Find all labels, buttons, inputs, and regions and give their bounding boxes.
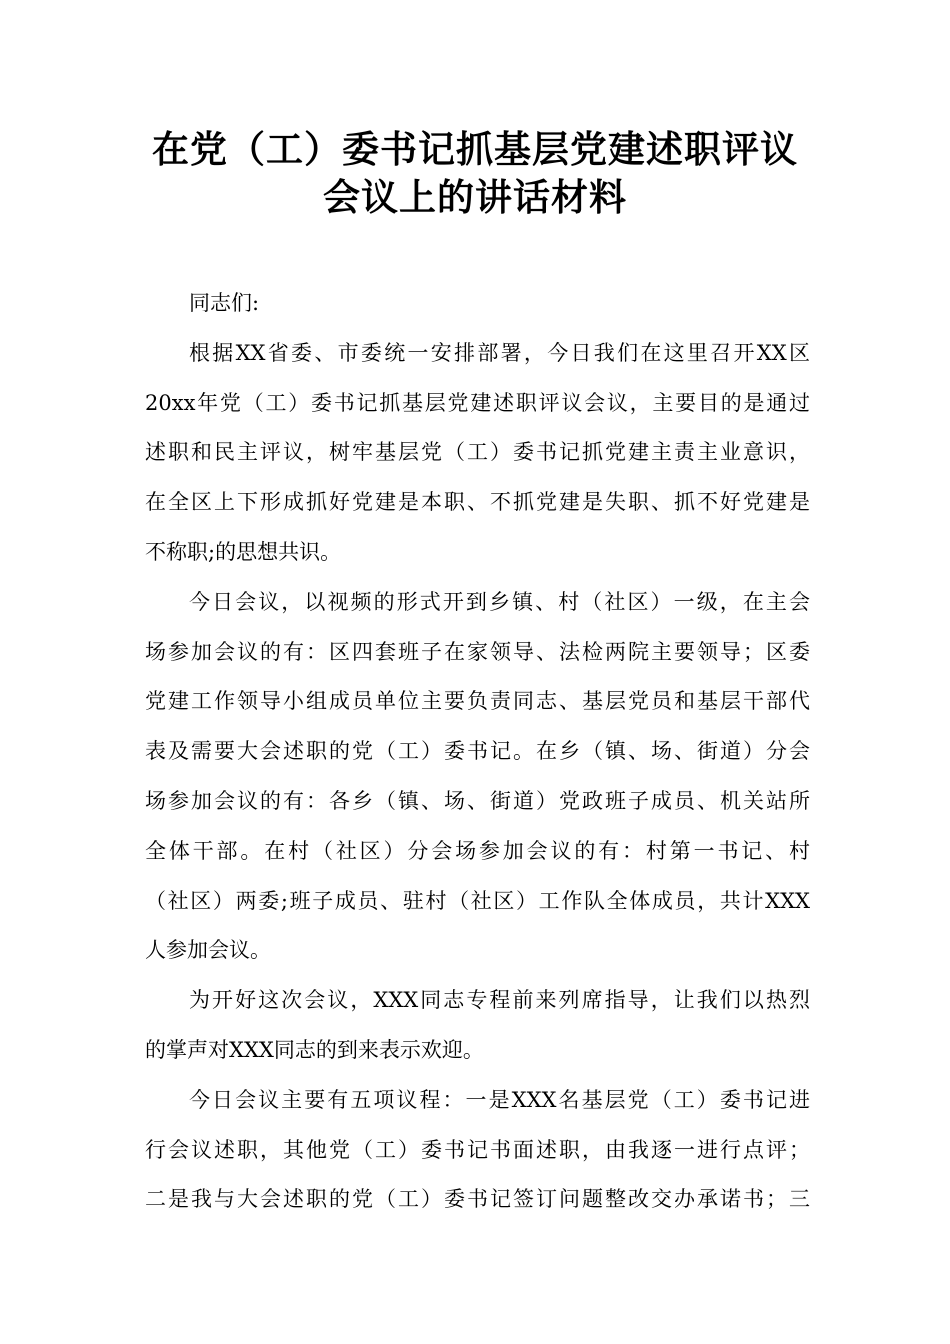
body-text-line: 20xx年党（工）委书记抓基层党建述职评议会议，主要目的是通过 <box>145 390 810 415</box>
body-text-line: 人参加会议。 <box>145 938 271 963</box>
body-text-line: 为开好这次会议，XXX同志专程前来列席指导，让我们以热烈 <box>189 988 810 1013</box>
document-body <box>145 279 810 1225</box>
title-line-1: 在党（工）委书记抓基层党建述职评议 <box>152 128 798 171</box>
body-text-line: 党建工作领导小组成员单位主要负责同志、基层党员和基层干部代 <box>145 689 810 714</box>
body-text-line: 今日会议主要有五项议程：一是XXX名基层党（工）委书记进 <box>189 1087 810 1112</box>
body-text-line: 表及需要大会述职的党（工）委书记。在乡（镇、场、街道）分会 <box>145 739 810 764</box>
body-text-line: 二是我与大会述职的党（工）委书记签订问题整改交办承诺书；三 <box>145 1187 810 1212</box>
body-text-line: 场参加会议的有：区四套班子在家领导、法检两院主要领导；区委 <box>145 639 810 664</box>
body-text-line: 全体干部。在村（社区）分会场参加会议的有：村第一书记、村 <box>145 838 810 863</box>
document-title <box>100 126 850 222</box>
body-text-line: 不称职;的思想共识。 <box>145 539 342 564</box>
body-text-line: 根据XX省委、市委统一安排部署，今日我们在这里召开XX区 <box>189 340 810 365</box>
body-text-line: （社区）两委;班子成员、驻村（社区）工作队全体成员，共计XXX <box>145 888 810 913</box>
body-text-line: 的掌声对XXX同志的到来表示欢迎。 <box>145 1037 484 1062</box>
body-text-line: 同志们: <box>189 291 260 315</box>
body-text-line: 场参加会议的有：各乡（镇、场、街道）党政班子成员、机关站所 <box>145 788 810 813</box>
title-line-2: 会议上的讲话材料 <box>323 176 627 219</box>
body-text-line: 行会议述职，其他党（工）委书记书面述职，由我逐一进行点评； <box>145 1137 810 1162</box>
body-text-line: 今日会议，以视频的形式开到乡镇、村（社区）一级，在主会 <box>189 589 810 614</box>
body-text-line: 述职和民主评议，树牢基层党（工）委书记抓党建主责主业意识， <box>145 440 810 465</box>
body-text-line: 在全区上下形成抓好党建是本职、不抓党建是失职、抓不好党建是 <box>145 490 810 515</box>
